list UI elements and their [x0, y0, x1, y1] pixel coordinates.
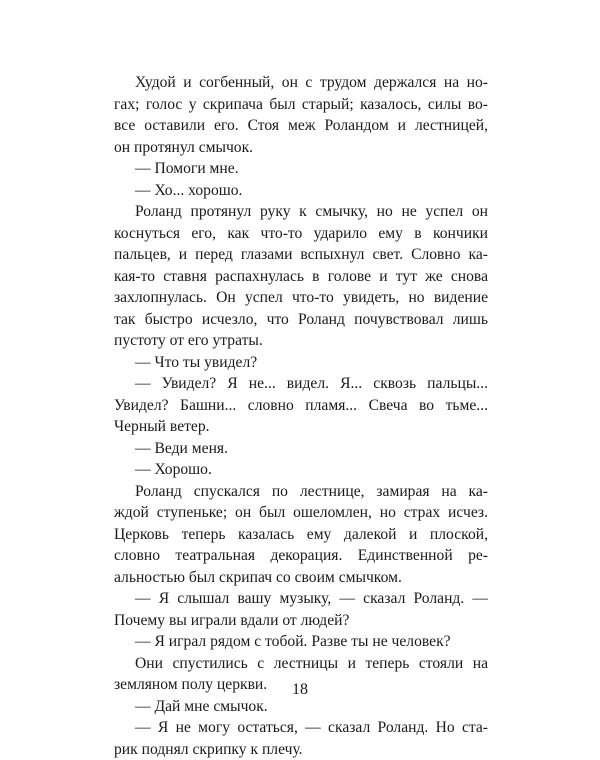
- text-line: так быстро исчезло, что Роланд почувствовал лишь: [114, 309, 488, 331]
- text-line: Худой и согбенный, он с трудом держался на но-: [114, 72, 488, 94]
- text-line: кая-то ставня распахнулась в голове и тут же снова: [114, 266, 488, 288]
- text-line: — Увидел? Я не... видел. Я... сквозь пальцы...: [114, 373, 488, 395]
- text-line: — Веди меня.: [114, 438, 488, 460]
- text-line: — Хо... хорошо.: [114, 180, 488, 202]
- text-line: альностью был скрипач со своим смычком.: [114, 567, 488, 589]
- text-line: он протянул смычок.: [114, 137, 488, 159]
- text-line: Почему вы играли вдали от людей?: [114, 610, 488, 632]
- text-line: коснуться его, как что-то ударило ему в кончики: [114, 223, 488, 245]
- text-line: — Я слышал вашу музыку, — сказал Роланд. —: [114, 588, 488, 610]
- text-line: земляном полу церкви.: [114, 674, 488, 696]
- text-line: — Я не могу остаться, — сказал Роланд. Но ста-: [114, 717, 488, 739]
- text-line: Они спустились с лестницы и теперь стояли на: [114, 653, 488, 675]
- text-line: Увидел? Башни... словно пламя... Свеча во тьме...: [114, 395, 488, 417]
- text-line: ждой ступеньке; он был ошеломлен, но страх исчез.: [114, 502, 488, 524]
- text-line: — Дай мне смычок.: [114, 696, 488, 718]
- text-line: Роланд спускался по лестнице, замирая на ка-: [114, 481, 488, 503]
- text-line: пальцев, и перед глазами вспыхнул свет. Словно ка-: [114, 244, 488, 266]
- text-line: — Я играл рядом с тобой. Разве ты не человек?: [114, 631, 488, 653]
- text-line: — Хорошо.: [114, 459, 488, 481]
- text-line: захлопнулась. Он успел что-то увидеть, но видение: [114, 287, 488, 309]
- text-line: пустоту от его утраты.: [114, 330, 488, 352]
- page-number: 18: [0, 681, 600, 699]
- text-line: Церковь теперь казалась ему далекой и плоской,: [114, 524, 488, 546]
- page-body: [114, 72, 488, 760]
- text-line: — Помоги мне.: [114, 158, 488, 180]
- text-line: Роланд протянул руку к смычку, но не успел он: [114, 201, 488, 223]
- text-line: гах; голос у скрипача был старый; казалось, силы во-: [114, 94, 488, 116]
- text-line: рик поднял скрипку к плечу.: [114, 739, 488, 760]
- text-line: Черный ветер.: [114, 416, 488, 438]
- text-line: словно театральная декорация. Единственной ре-: [114, 545, 488, 567]
- text-line: все оставили его. Стоя меж Роландом и лестницей,: [114, 115, 488, 137]
- text-line: — Что ты увидел?: [114, 352, 488, 374]
